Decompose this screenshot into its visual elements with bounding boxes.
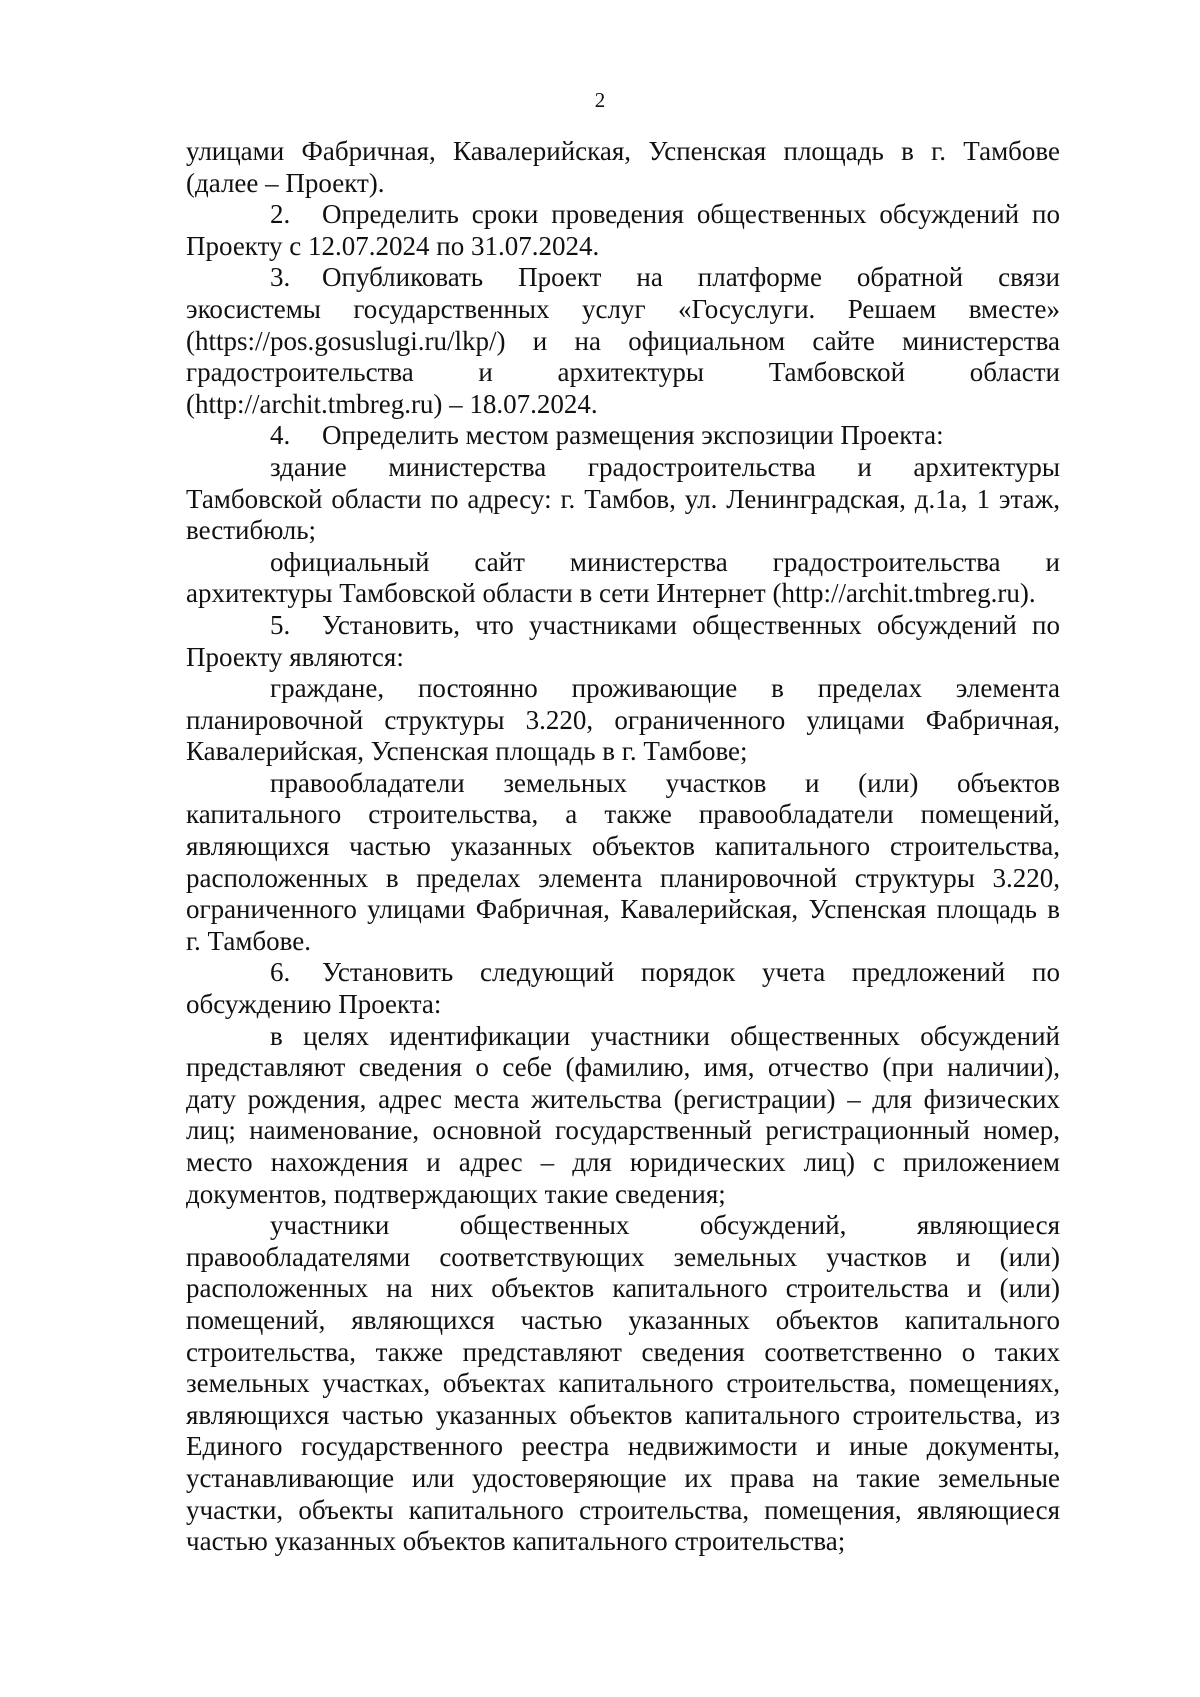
paragraph-text: Установить, что участниками общественных обсуждений по Проекту являются: <box>186 609 1060 672</box>
paragraph-text: граждане, постоянно проживающие в пределах элемента планировочной структуры 3.220, ограниченного улицами Фабричная, Кавалерийская, Успенская площадь в г. Тамбове; <box>186 673 1060 767</box>
item-number: 3. <box>270 262 291 293</box>
paragraph-text: участники общественных обсуждений, являющиеся правообладателями соответствующих земельных участков и (или) расположенных на них объектов капитального строительства и (или) помещений, являющихся частью указанных объектов капитального строительства, также представляют сведения соответственно о таких земельных участках, объектах капитального строительства, помещениях, являющихся частью указанных объектов капитального строительства, из Единого государственного реестра недвижимости и иные документы, устанавливающие или удостоверяющие их права на такие земельные участки, объекты капитального строительства, помещения, являющиеся частью указанных объектов капитального строительства; <box>186 1210 1060 1557</box>
item-number: 5. <box>270 609 291 640</box>
paragraph-text: официальный сайт министерства градостроительства и архитектуры Тамбовской области в сети Интернет (http://archit.tmbreg.ru). <box>186 546 1060 609</box>
paragraph-owners-documents <box>186 1210 1060 1558</box>
paragraph-participants-owners <box>186 768 1060 958</box>
paragraph-text: Опубликовать Проект на платформе обратной связи экосистемы государственных услуг «Госуслуги. Решаем вместе» (https://pos.gosuslugi.ru/lkp/) и на официальном сайте министерства градостроительства и архитектуры Тамбовской области (http://archit.tmbreg.ru) – 18.07.2024. <box>186 262 1060 419</box>
paragraph-item-3 <box>186 262 1060 420</box>
paragraph-exposition-website <box>186 547 1060 610</box>
paragraph-identification <box>186 1021 1060 1211</box>
paragraph-item-6 <box>186 957 1060 1020</box>
paragraph-text: в целях идентификации участники общественных обсуждений представляют сведения о себе (фамилию, имя, отчество (при наличии), дату рождения, адрес места жительства (регистрации) – для физических лиц; наименование, основной государственный регистрационный номер, место нахождения и адрес – для юридических лиц) с приложением документов, подтверждающих такие сведения; <box>186 1020 1060 1209</box>
item-number: 6. <box>270 957 291 988</box>
paragraph-item-4 <box>186 420 1060 452</box>
paragraph-participants-citizens <box>186 673 1060 768</box>
page-number: 2 <box>594 88 606 112</box>
paragraph-exposition-building <box>186 452 1060 547</box>
item-number: 2. <box>270 199 291 230</box>
paragraph-text: здание министерства градостроительства и архитектуры Тамбовской области по адресу: г. Тамбов, ул. Ленинградская, д.1а, 1 этаж, вестибюль; <box>186 451 1060 546</box>
paragraph-item-5 <box>186 610 1060 673</box>
paragraph-item-2 <box>186 199 1060 262</box>
item-number: 4. <box>270 420 291 451</box>
paragraph-text: Определить местом размещения экспозиции Проекта: <box>322 420 944 451</box>
paragraph-text: Установить следующий порядок учета предложений по обсуждению Проекта: <box>186 957 1060 1020</box>
paragraph-continuation <box>186 136 1060 199</box>
paragraph-text: Определить сроки проведения общественных обсуждений по Проекту с 12.07.2024 по 31.07.2024. <box>186 199 1060 261</box>
paragraph-text: улицами Фабричная, Кавалерийская, Успенская площадь в г. Тамбове (далее – Проект). <box>186 136 1060 198</box>
document-body <box>186 136 1060 1558</box>
paragraph-text: правообладатели земельных участков и (или) объектов капитального строительства, а также правообладатели помещений, являющихся частью указанных объектов капитального строительства, расположенных в пределах элемента планировочной структуры 3.220, ограниченного улицами Фабричная, Кавалерийская, Успенская площадь в г. Тамбове. <box>186 767 1060 956</box>
